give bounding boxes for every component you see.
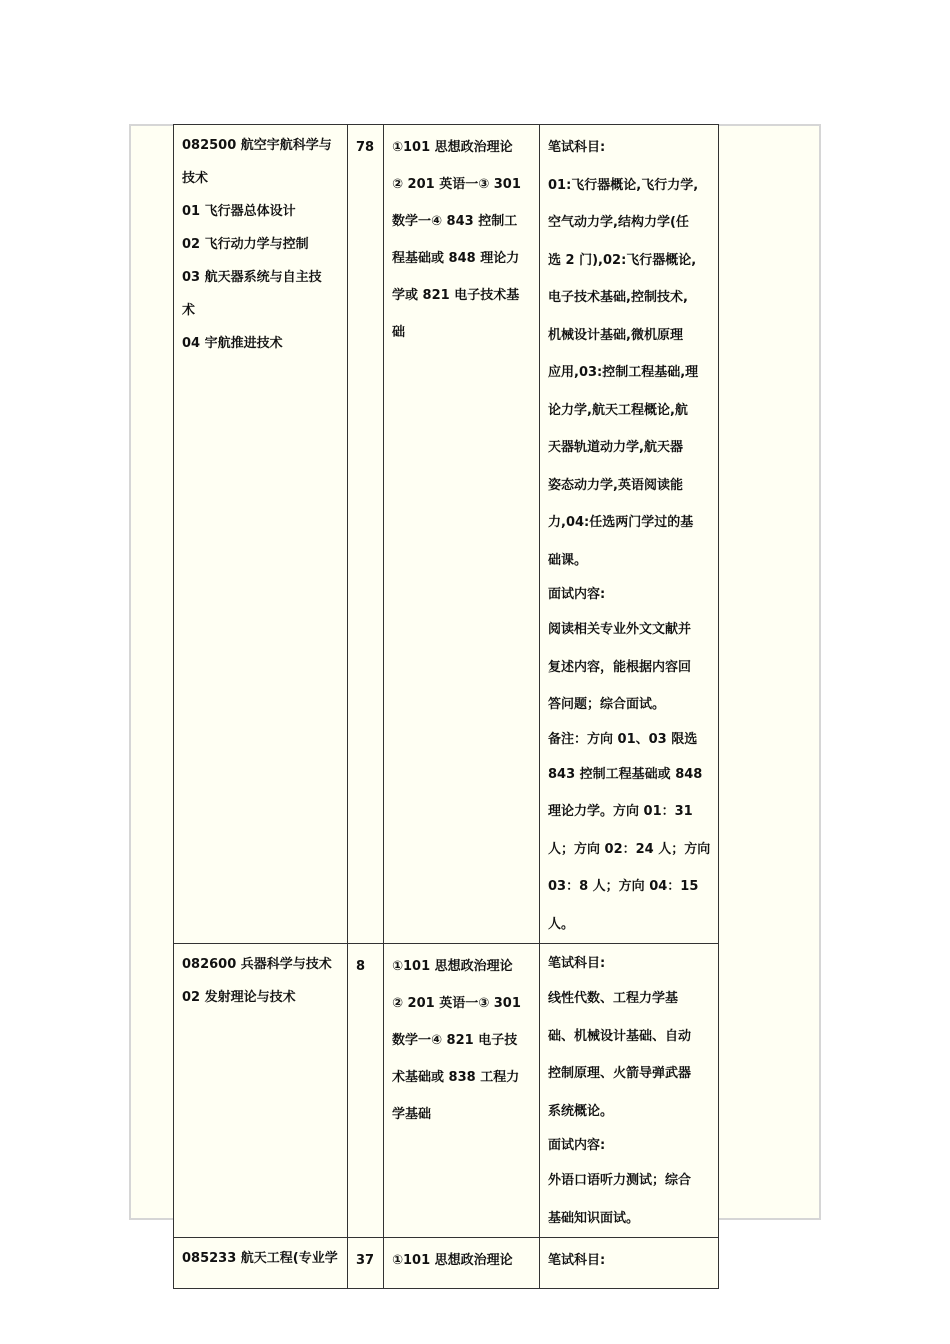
note-line: 机械设计基础,微机原理 (548, 327, 683, 343)
major-line: 术 (182, 303, 196, 318)
count-cell: 37 (348, 1238, 384, 1289)
major-line: 02 发射理论与技术 (182, 990, 296, 1005)
table-row (174, 125, 719, 944)
note-line: 外语口语听力测试；综合 (548, 1173, 692, 1188)
major-cell (174, 1238, 348, 1289)
note-line: 础、机械设计基础、自动 (548, 1028, 692, 1044)
note-line: 笔试科目: (548, 956, 606, 971)
notes-cell (540, 1238, 719, 1289)
subject-line: 术基础或 838 工程力 (392, 1070, 520, 1085)
note-line: 面试内容: (548, 1138, 606, 1153)
subjects-cell (384, 944, 540, 1238)
subject-line: 数学一④ 843 控制工 (392, 214, 518, 229)
admissions-table (173, 124, 719, 1289)
note-line: 系统概论。 (548, 1103, 614, 1119)
subject-line: 学或 821 电子技术基 (392, 288, 520, 303)
major-line: 082500 航空宇航科学与 (182, 138, 332, 153)
note-line: 选 2 门),02:飞行器概论, (548, 252, 697, 268)
note-line: 843 控制工程基础或 848 (548, 766, 703, 782)
note-line: 应用,03:控制工程基础,理 (548, 365, 699, 380)
note-line: 基础知识面试。 (548, 1210, 640, 1226)
note-line: 电子技术基础,控制技术, (548, 290, 688, 305)
note-line: 面试内容: (548, 587, 606, 602)
major-line: 01 飞行器总体设计 (182, 204, 296, 219)
note-line: 空气动力学,结构力学(任 (548, 215, 689, 230)
table-row (174, 1238, 719, 1289)
note-line: 理论力学。方向 01：31 (548, 804, 693, 819)
note-line: 笔试科目: (548, 1253, 606, 1268)
subject-line: 程基础或 848 理论力 (392, 251, 520, 266)
subject-line: ② 201 英语一③ 301 (392, 996, 521, 1011)
count-cell: 78 (348, 125, 384, 944)
note-line: 03：8 人；方向 04：15 人。 (548, 879, 699, 932)
note-line: 01:飞行器概论,飞行力学, (548, 177, 699, 193)
note-line: 人；方向 02：24 人；方向 (548, 841, 711, 857)
note-line: 论力学,航天工程概论,航 (548, 402, 688, 418)
subjects-cell (384, 125, 540, 944)
notes-cell (540, 125, 719, 944)
table-row (174, 944, 719, 1238)
note-line: 线性代数、工程力学基 (548, 991, 679, 1006)
note-line: 天器轨道动力学,航天器 (548, 440, 683, 455)
subjects-cell (384, 1238, 540, 1289)
note-line: 控制原理、火箭导弹武器 (548, 1066, 692, 1081)
note-line: 复述内容，能根据内容回 (548, 659, 692, 675)
subject-line: ② 201 英语一③ 301 (392, 177, 521, 192)
major-cell (174, 125, 348, 944)
major-line: 02 飞行动力学与控制 (182, 237, 309, 252)
note-line: 础课。 (548, 552, 588, 568)
note-line: 阅读相关专业外文文献并 (548, 622, 692, 637)
note-line: 姿态动力学,英语阅读能 (548, 477, 683, 493)
subject-line: 数学一④ 821 电子技 (392, 1033, 518, 1048)
subject-line: 础 (392, 325, 406, 340)
major-line: 085233 航天工程(专业学 (182, 1251, 338, 1266)
subject-line: ①101 思想政治理论 (392, 959, 513, 974)
major-line: 技术 (182, 171, 209, 186)
note-line: 笔试科目: (548, 140, 606, 155)
count-cell: 8 (348, 944, 384, 1238)
subject-line: ①101 思想政治理论 (392, 140, 513, 155)
major-cell (174, 944, 348, 1238)
major-line: 03 航天器系统与自主技 (182, 270, 322, 285)
note-line: 备注：方向 01、03 限选 (548, 731, 698, 747)
note-line: 力,04:任选两门学过的基 (548, 515, 694, 530)
major-line: 082600 兵器科学与技术 (182, 957, 332, 972)
subject-line: 学基础 (392, 1107, 432, 1122)
note-line: 答问题；综合面试。 (548, 697, 666, 712)
major-line: 04 宇航推进技术 (182, 336, 283, 351)
subject-line: ①101 思想政治理论 (392, 1253, 513, 1268)
notes-cell (540, 944, 719, 1238)
